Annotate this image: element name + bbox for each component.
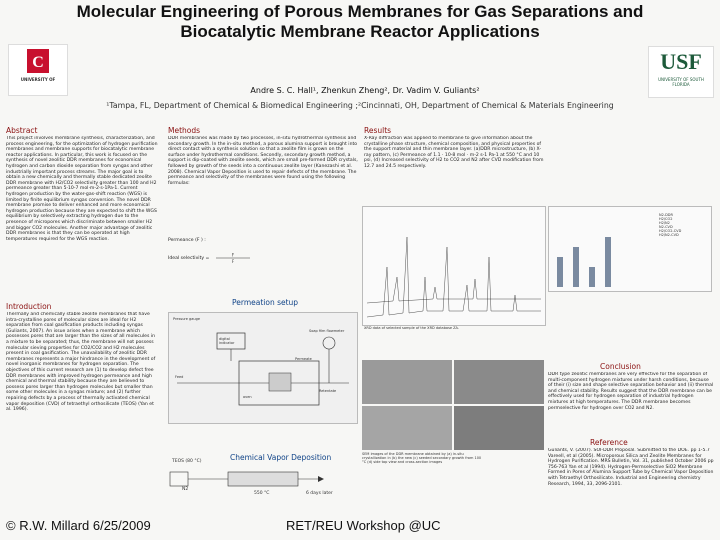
legend-entry: N2-CVD (659, 225, 673, 229)
methods-text: DDR membranes was made by two processes, in-situ hydrothermal synthesis and secondary growth. In the in-situ method, a porous alumina support is brought into direct contact with a synthesis solution so that a zeolite film is grown on the surface under hydrothermal conditions. Secondly, secondary growth method, a support is dip-coated with zeolite seeds, which are small pre-formed DDR crystals, followed by growth of the seeds into a continuous zeolite layer (Kanezashi et al. 2008). Chemical Vapor Deposition is used to repair defects of the membrane. The permeance and selectivity of the membranes were found using the following formulas: (168, 136, 358, 186)
authors: Andre S. C. Hall¹, Zhenkun Zheng², Dr. Vadim V. Guliants² (250, 86, 480, 95)
oven-label: oven (243, 395, 252, 399)
teos-label: TEOS (80 °C) (172, 459, 202, 464)
cvd-temperature: 550 °C (254, 491, 270, 496)
uc-logo (8, 44, 68, 96)
usf-logo-letters: USF (660, 49, 702, 74)
digital-indicator-label: digital indicator (219, 337, 235, 345)
svg-text:C: C (32, 54, 44, 71)
title-line-2: Biocatalytic Membrane Reactor Applications (180, 22, 540, 41)
permeation-setup-diagram (168, 312, 358, 424)
reference-heading: Reference (590, 438, 628, 447)
soap-film-flowmeter-label: Soap film flowmeter (309, 329, 345, 333)
workshop-footer: RET/REU Workshop @UC (286, 518, 441, 533)
selectivity-formula-label: Ideal selectivity = (168, 256, 210, 261)
permeance-bars-icon (549, 207, 711, 291)
sem-caption: SEM images of the DDR membrane obtained by (a) in-situ crystallization in (b) the new (c) seeded secondary growth from 100 °C (d) side top view and cross-section images (362, 452, 482, 464)
permeation-setup-heading: Permeation setup (232, 298, 299, 307)
permeate-label: Permeate (295, 357, 312, 361)
n2-label: N2 (182, 487, 189, 492)
uc-emblem-icon (9, 45, 67, 95)
uc-logo-text: UNIVERSITY OF (20, 77, 56, 82)
sem-image-b (454, 360, 544, 404)
xrd-peaks-icon (363, 207, 545, 325)
poster-title (0, 2, 720, 42)
cvd-schematic-icon (168, 466, 356, 506)
svg-text:F: F (231, 259, 235, 264)
xrd-caption: XRD data of selected sample of the XRD database ZA. (364, 326, 460, 330)
reference-text: Guliants, V. (2007). SOI-DDR Proposal. Submitted to the DOE. pp 1-5.7 Vareell, et al (2005). Microporous Silica and Zeolite Membranes for Hydrogen Purification. MRS Bulletin, Vol. 31, published October 2006 pp 756-763 Yan et al (1994). Hydrogen-Permselective SiO2 Membrane Formed in Pores of Alumina Support Tube by Chemical Vapor Deposition with Tetraethyl Orthosilicate. Industrial and Engineering chemistry Research, 1994, 33, 2096-2101. (548, 448, 714, 487)
affiliations: ¹Tampa, FL, Department of Chemical & Biomedical Engineering ;²Cincinnati, OH, Department of Chemical & Materials Engineering (106, 101, 614, 110)
abstract-text: This project involves membrane synthesis, characterization, and process engineering, for the optimization of hydrogen purification membranes and membrane supports for biocatalytic membrane reactor applications. In particular, this work is focused on the synthesis of novel zeolitic DDR membranes for economical hydrogen and carbon dioxide separation from syngas and other industrially important process streams. The major goal is to obtain a new chemically and thermally stable dedicated zeolite DDR membrane with H2/CO2 selectivity greater than 100 and H2 permeance greater than 5·10-7 mol·m-2·s-1Pa-1. Current hydrogen production by the water-gas-shift reaction (WGS) is limited by finite equilibrium syngas conversion. The novel DDR membrane promise to deliver enhanced and more economical hydrogen production because they are expected to shift the WGS equilibrium by selectively extracting hydrogen due to the presence of micropores which discriminate between smaller H2 and bigger CO2 molecules. Another major advantage of zeolitic DDR membranes is that they can be operated at high temperatures required for the WGS reaction. (6, 136, 158, 242)
legend-entry: H2/CO2 (659, 217, 673, 221)
conclusion-text: DDR type zeolitic membranes are very effective for the separation of multi-component hydrogen mixtures under harsh conditions, because of their (i) size and shape selective separation behavior and (ii) thermal and chemical stability. Results suggest that the DDR membrane can be effectively used for hydrogen separation of industrial hydrogen mixtures at high temperatures. The DDR membrane becomes permselective for hydrogen over CO2 and N2. (548, 372, 714, 411)
permeance-legend (659, 213, 681, 237)
results-text: X-Ray diffraction was applied to membrane to give information about the crystalline phase structure, chemical composition, and physical properties of the support material and thin membrane layer. (a)DDR microstructure, (b) X-ray pattern, (c) Permeance of 1.1 · 10-8 mol · m-2 s-1 Pa-1 at 550 °C and 10 psi, (d) Increased selectivity of H2 to CO2 and N2 after CVD modification from 12.7 and 24.5 respectively. (364, 136, 544, 169)
pressure-gauge-label: Pressure gauge (173, 317, 201, 321)
copyright-footer: © R.W. Millard 6/25/2009 (6, 518, 151, 533)
conclusion-heading: Conclusion (600, 362, 641, 371)
svg-text:F: F (231, 252, 235, 258)
usf-logo-subtitle: UNIVERSITY OF SOUTH FLORIDA (658, 77, 704, 87)
feed-label: Feed (175, 375, 184, 379)
sem-image-c (362, 406, 452, 450)
legend-entry: H2/N2 (659, 221, 670, 225)
introduction-heading: Introduction (6, 302, 52, 311)
legend-entry: H2/N2-CVD (659, 233, 679, 237)
sem-image-d (454, 406, 544, 450)
sem-image-a (362, 360, 452, 404)
results-heading: Results (364, 126, 392, 135)
legend-entry: H2/CO2-CVD (659, 229, 682, 233)
legend-entry: N2-DDR (659, 213, 673, 217)
abstract-heading: Abstract (6, 126, 38, 135)
cvd-diagram (168, 459, 356, 506)
cvd-heading: Chemical Vapor Deposition (230, 453, 332, 462)
permeance-plot (548, 206, 712, 292)
permeance-formula-label: Permeance (F ) : (168, 238, 206, 243)
retentate-label: Retentate (319, 389, 337, 393)
usf-logo (648, 46, 714, 98)
introduction-text: Thermally and chemically stable zeolite membranes that have intra-crystalline pores of molecular sizes are ideal for H2 separation from coal gasification products including syngas (Guliants, 2007). An issue arises when a membrane which possesses pores that are larger than the sizes of all molecules in a mixture to be separated; thus, the membrane will not possess molecular sieving properties for CO2/CO2 and H2 molecules present in coal gasification. The unavailability of zeolitic DDR membranes represents a major hindrance in the development of novel inorganic membranes for hydrogen separation. The objectives of this current research are (1) to develop defect free DDR membranes with improved hydrogen permeance and high chemical and thermal stability because they are believed to possess pores larger than hydrogen molecules but smaller than some other molecules in a syngas mixture; and (2) further repairing defects by a process of thermally activated chemical vapor deposition (CVD) of tetraethyl orthosilicate (TEOS) (Yan et al. 1996). (6, 312, 156, 413)
cvd-duration: 6 days later (306, 491, 333, 496)
selectivity-fraction-icon (214, 252, 254, 264)
xrd-pattern-plot (362, 206, 546, 326)
methods-heading: Methods (168, 126, 201, 135)
title-line-1: Molecular Engineering of Porous Membranes for Gas Separations and (76, 2, 644, 21)
